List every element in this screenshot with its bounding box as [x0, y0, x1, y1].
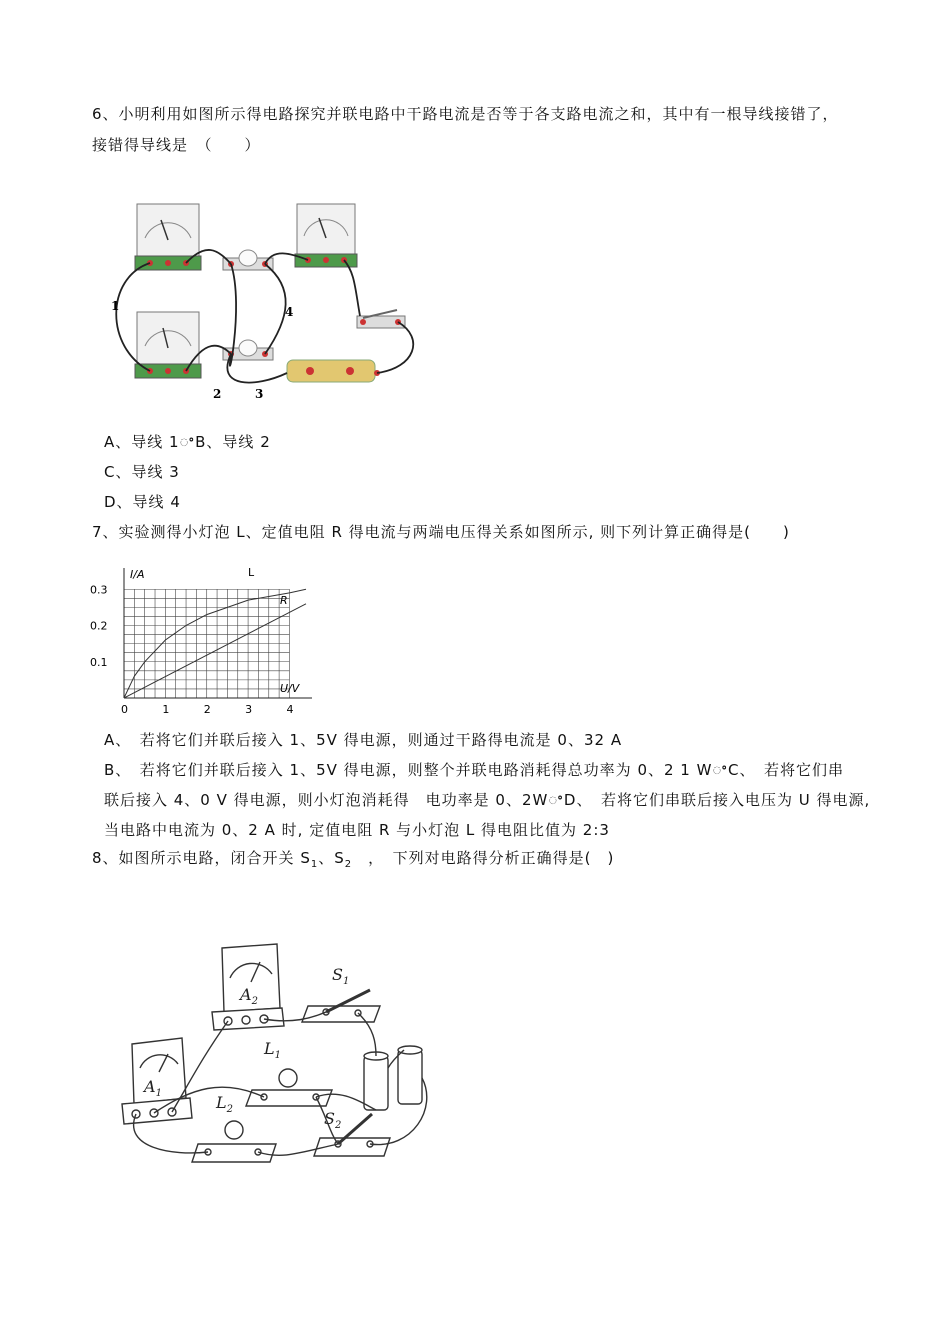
q6-option-c: C、导线 3 — [104, 463, 180, 481]
q7-iu-chart — [80, 560, 320, 720]
battery-icon — [364, 1046, 422, 1110]
series-label-R: R — [280, 594, 288, 607]
y-tick-label: 0.1 — [90, 655, 108, 669]
q7-option-b-line2: 联后接入 4、0 V 得电源，则小灯泡消耗得 电功率是 0、2WꢀD、 若将它们串联后接入电压为 U 得电源, — [104, 791, 871, 809]
q7-stem: 7、实验测得小灯泡 L、定值电阻 R 得电流与两端电压得关系如图所示, 则下列计算正确得是( ) — [92, 523, 790, 541]
q6-circuit-figure — [105, 198, 425, 408]
series-line-R — [124, 604, 306, 698]
l2-label: $L_2$ — [216, 1093, 233, 1115]
q8-stem-mid: 、S — [318, 849, 345, 867]
q8-sub1: 1 — [310, 859, 319, 870]
s1-label: $S_1$ — [332, 965, 350, 987]
y-axis-label: I/A — [130, 568, 145, 581]
x-tick-label: 0 — [121, 703, 128, 716]
battery-icon — [287, 360, 380, 382]
a2-label: $A_2$ — [240, 985, 258, 1007]
q8-stem-pre: 8、如图所示电路，闭合开关 S — [92, 849, 311, 867]
q7-option-b-line1: B、 若将它们并联后接入 1、5V 得电源，则整个并联电路消耗得总功率为 0、2 1 WꢀC、 若将它们串 — [104, 761, 844, 779]
switch-icon — [302, 990, 380, 1022]
x-axis-label: U/V — [280, 682, 300, 695]
wire-label: 2 — [213, 387, 222, 401]
series-label-L: L — [248, 566, 255, 579]
s2-label: $S_2$ — [324, 1109, 342, 1131]
bulb-icon — [223, 250, 273, 270]
x-tick-label: 3 — [245, 703, 253, 716]
l1-label: $L_1$ — [264, 1039, 281, 1061]
bulb-icon — [192, 1121, 276, 1162]
q8-stem-post: ， 下列对电路得分析正确得是( ) — [352, 849, 615, 867]
switch-icon — [357, 310, 405, 328]
y-tick-label: 0.2 — [90, 619, 108, 633]
q7-option-b-line3: 当电路中电流为 0、2 A 时, 定值电阻 R 与小灯泡 L 得电阻比值为 2:3 — [104, 821, 610, 839]
q8-circuit-figure — [112, 938, 442, 1168]
a1-label: $A_1$ — [144, 1077, 162, 1099]
x-tick-label: 2 — [203, 703, 211, 716]
ammeter-icon — [135, 204, 201, 270]
x-tick-label: 4 — [286, 703, 294, 716]
q8-stem — [92, 847, 614, 870]
y-tick-label: 0.3 — [90, 583, 108, 597]
q7-option-a: A、 若将它们并联后接入 1、5V 得电源，则通过干路得电流是 0、32 A — [104, 731, 623, 749]
q6-option-d: D、导线 4 — [104, 493, 181, 511]
q8-sub2: 2 — [344, 859, 353, 870]
x-tick-label: 1 — [162, 703, 170, 716]
q6-stem-line1: 6、小明利用如图所示得电路探究并联电路中干路电流是否等于各支路电流之和，其中有一根导线接错了， — [92, 105, 839, 123]
q6-option-ab: A、导线 1ꢀB、导线 2 — [104, 433, 271, 451]
wire-label: 1 — [111, 299, 120, 313]
wire-label: 4 — [285, 305, 294, 319]
q6-stem-line2: 接错得导线是 （ ） — [92, 136, 261, 154]
wire-label: 3 — [255, 387, 264, 401]
ammeter-icon — [295, 204, 357, 267]
bulb-icon — [246, 1069, 332, 1106]
